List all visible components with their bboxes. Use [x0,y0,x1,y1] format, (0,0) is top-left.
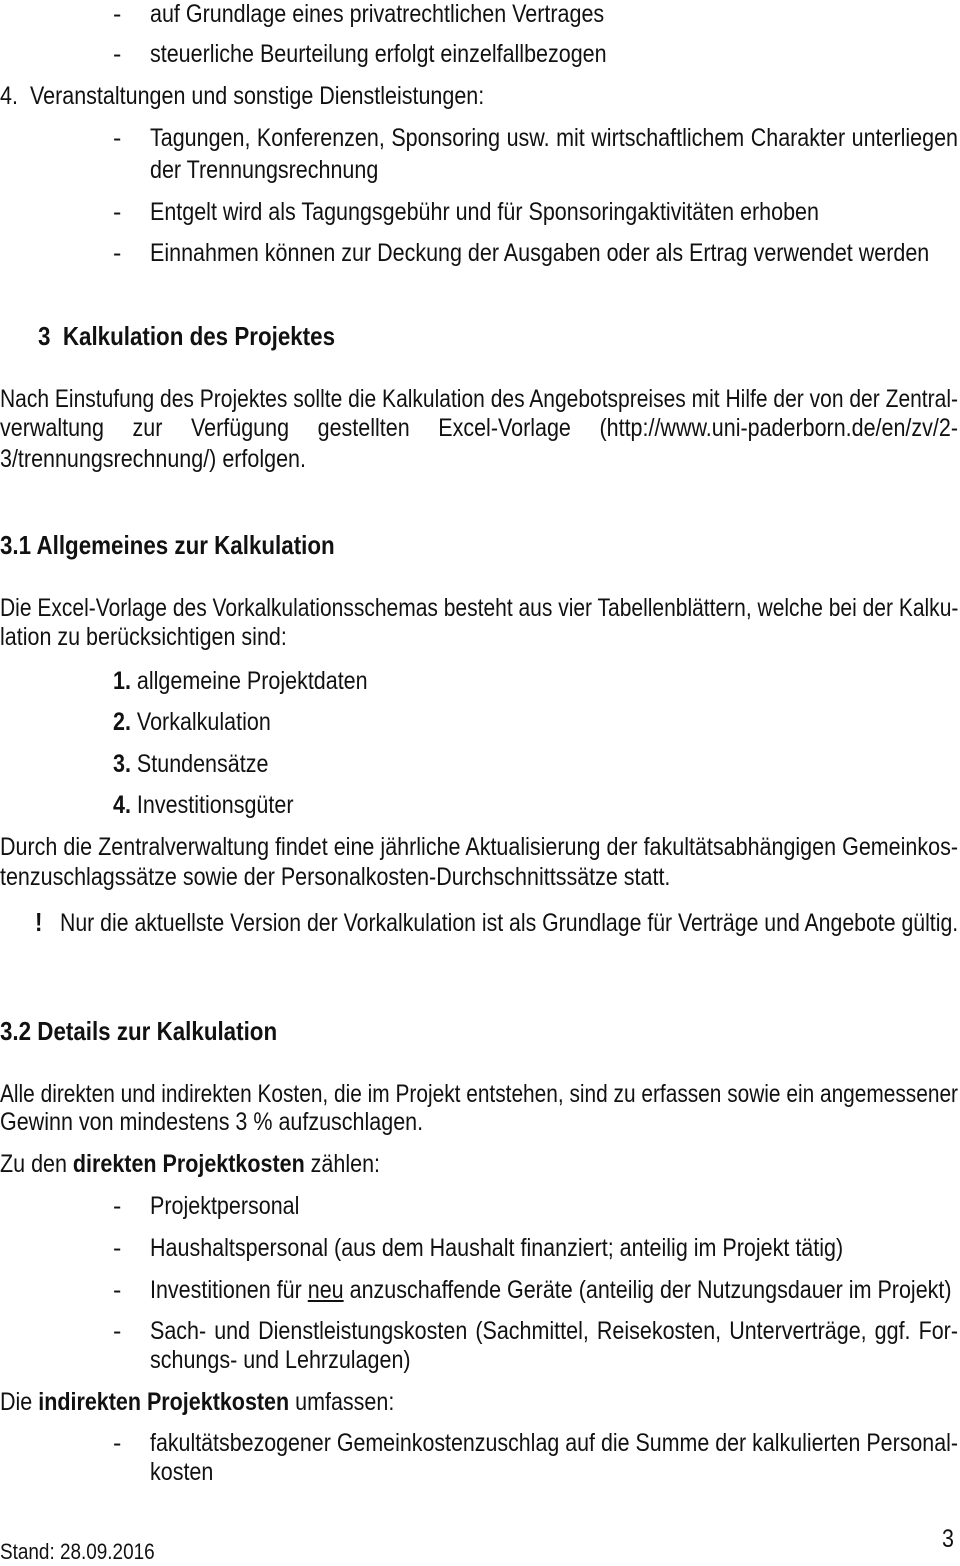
list-item: Projektpersonal [150,1192,300,1220]
section-number: 4. [0,82,18,110]
list-item: fakultätsbezogener Gemeinkostenzuschlag auf die Summe der kalkulierten Personal- [150,1429,958,1457]
dash: - [113,1234,122,1262]
note-text: Nur die aktuellste Version der Vorkalkulation ist als Grundlage für Verträge und Angebote gültig. [60,909,959,937]
paragraph-line: verwaltung zur Verfügung gestellten Excel-Vorlage (http://www.uni-paderborn.de/en/zv/2- [0,414,958,442]
indirect-costs-intro [0,1388,394,1417]
list-item [113,708,271,737]
list-item: Haushaltspersonal (aus dem Haushalt finanziert; anteilig im Projekt tätig) [150,1234,844,1262]
dash: - [113,198,122,226]
list-number: 3. [113,750,131,778]
list-text: allgemeine Projektdaten [136,667,368,695]
text: Die [0,1388,39,1416]
page-number: 3 [942,1525,954,1553]
paragraph-line: tenzuschlagssätze sowie der Personalkosten-Durchschnittssätze statt. [0,863,671,891]
text: Zu den [0,1150,73,1178]
list-item: steuerliche Beurteilung erfolgt einzelfallbezogen [150,40,607,68]
section-heading: 3 Kalkulation des Projektes [38,321,336,351]
footer-date: Stand: 28.09.2016 [0,1539,155,1564]
underlined-word: neu [307,1276,344,1304]
list-number: 2. [113,708,131,736]
text: anzuschaffende Geräte (anteilig der Nutzungsdauer im Projekt) [343,1276,952,1304]
list-item [113,791,293,820]
list-item [150,1276,952,1305]
paragraph-line: Nach Einstufung des Projektes sollte die Kalkulation des Angebotspreises mit Hilfe der von der Zentral- [0,385,958,413]
section-heading: 3.2 Details zur Kalkulation [0,1016,278,1046]
list-item [113,750,268,779]
paragraph-line: 3/trennungsrechnung/) erfolgen. [0,445,306,473]
list-number: 4. [113,791,131,819]
bold-term: indirekten Projektkosten [38,1388,290,1416]
list-item-cont: schungs- und Lehrzulagen) [150,1346,411,1374]
list-item: auf Grundlage eines privatrechtlichen Vertrages [150,0,605,28]
list-item: Tagungen, Konferenzen, Sponsoring usw. mit wirtschaftlichem Charakter unterliegen [150,124,958,152]
list-item [113,667,368,696]
list-item: Entgelt wird als Tagungsgebühr und für Sponsoringaktivitäten erhoben [150,198,819,226]
list-text: Investitionsgüter [136,791,294,819]
bold-term: direkten Projektkosten [72,1150,305,1178]
list-text: Stundensätze [136,750,269,778]
paragraph-line: Gewinn von mindestens 3 % aufzuschlagen. [0,1108,424,1136]
dash: - [113,1192,122,1220]
paragraph-line: lation zu berücksichtigen sind: [0,623,287,651]
paragraph-line: Die Excel-Vorlage des Vorkalkulationsschemas besteht aus vier Tabellenblättern, welche bei der Kalku- [0,594,959,622]
paragraph-line: Alle direkten und indirekten Kosten, die im Projekt entstehen, sind zu erfassen sowie ein angemessener [0,1080,958,1108]
text: umfassen: [289,1388,395,1416]
list-item: Einnahmen können zur Deckung der Ausgaben oder als Ertrag verwendet werden [150,239,930,267]
dash: - [113,1276,122,1304]
exclamation-icon: ! [35,907,43,937]
list-item-cont: der Trennungsrechnung [150,156,379,184]
text: zählen: [304,1150,381,1178]
dash: - [113,239,122,267]
list-item-cont: kosten [150,1458,214,1486]
dash: - [113,0,122,28]
text: Investitionen für [150,1276,308,1304]
paragraph-line: Durch die Zentralverwaltung findet eine jährliche Aktualisierung der fakultätsabhängigen Gemeinkos- [0,833,958,861]
dash: - [113,1317,122,1345]
dash: - [113,40,122,68]
list-item: Sach- und Dienstleistungskosten (Sachmittel, Reisekosten, Unterverträge, ggf. For- [150,1317,958,1345]
section-title: Veranstaltungen und sonstige Dienstleistungen: [30,82,485,110]
direct-costs-intro [0,1150,380,1179]
list-number: 1. [113,667,131,695]
dash: - [113,124,122,152]
dash: - [113,1429,122,1457]
list-text: Vorkalkulation [136,708,271,736]
section-heading: 3.1 Allgemeines zur Kalkulation [0,530,335,560]
